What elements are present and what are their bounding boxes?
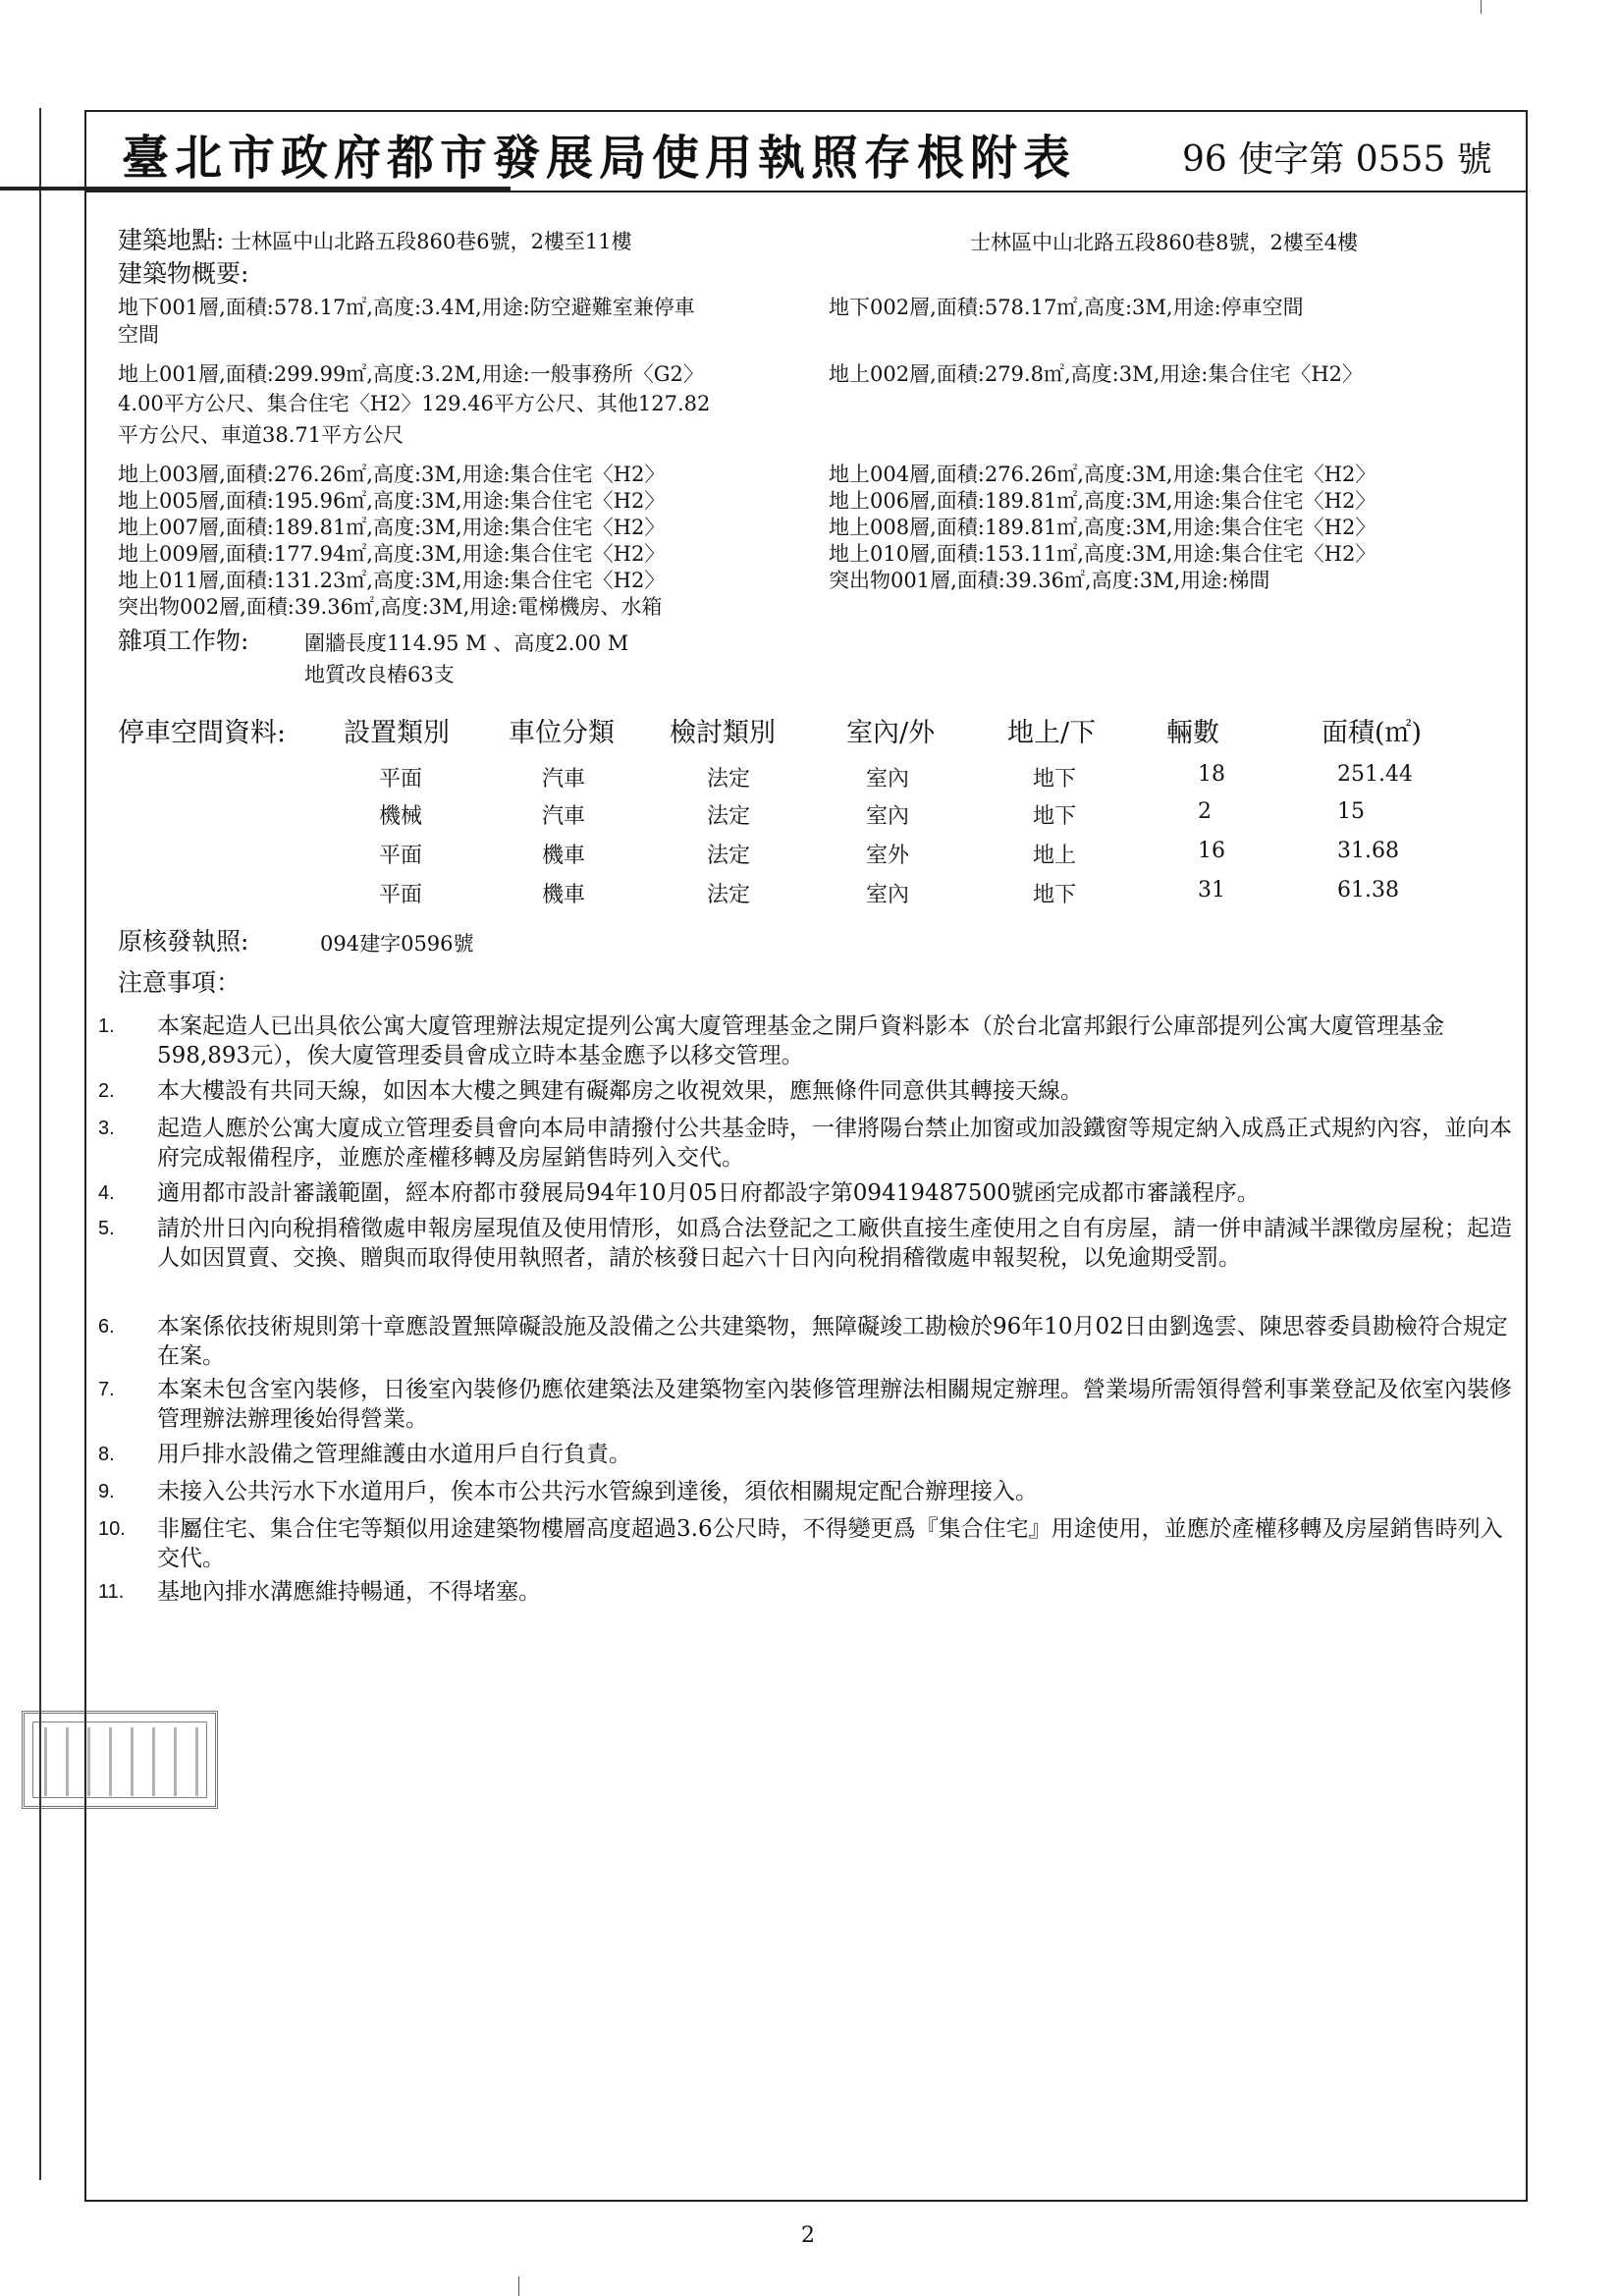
note-text: 基地內排水溝應維持暢通，不得堵塞。 [157,1579,541,1605]
address-label: 建築地點: [118,226,225,254]
parking-header-level: 地上/下 [1007,718,1097,748]
parking-cell: 室內 [866,804,910,829]
floor-right-3: 地上008層,面積:189.81㎡,高度:3M,用途:集合住宅〈H2〉 [829,516,1376,539]
official-seal-stamp [22,1711,218,1809]
overview-b1: 地下001層,面積:578.17㎡,高度:3.4M,用途:防空避難室兼停車 [118,296,695,319]
parking-cell: 法定 [707,844,751,868]
overview-f2: 地上002層,面積:279.8㎡,高度:3M,用途:集合住宅〈H2〉 [829,362,1363,386]
note-item [98,1312,1512,1371]
note-number: 4. [98,1182,115,1204]
floor-right-5: 突出物001層,面積:39.36㎡,高度:3M,用途:梯間 [829,569,1270,592]
original-permit-label: 原核發執照: [118,927,249,956]
address-secondary: 士林區中山北路五段860巷8號，2樓至4樓 [970,231,1359,254]
note-number: 3. [98,1118,115,1139]
parking-cell: 法定 [707,767,751,792]
parking-cell: 地上 [1033,844,1077,868]
note-number: 9. [98,1481,115,1503]
parking-cell: 室外 [866,844,910,868]
original-permit-value: 094建字0596號 [320,932,474,956]
parking-header-type: 設置類別 [344,718,450,748]
floor-left-4: 地上009層,面積:177.94㎡,高度:3M,用途:集合住宅〈H2〉 [118,542,666,566]
note-item [98,1011,1512,1070]
floor-left-2: 地上005層,面積:195.96㎡,高度:3M,用途:集合住宅〈H2〉 [118,489,666,513]
parking-cell: 室內 [866,883,910,907]
floor-left-6: 突出物002層,面積:39.36㎡,高度:3M,用途:電梯機房、水箱 [118,595,663,619]
note-text: 本案係依技術規則第十章應設置無障礙設施及設備之公共建築物，無障礙竣工勘檢於96年10月02日由劉逸雲、陳思蓉委員勘檢符合規定在案。 [157,1314,1508,1369]
notes-label: 注意事項： [118,968,242,997]
parking-cell: 法定 [707,804,751,829]
parking-cell: 地下 [1033,883,1077,907]
note-item [98,1577,1512,1607]
title-underline [0,187,511,191]
parking-cell: 汽車 [542,767,586,792]
parking-cell: 地下 [1033,804,1077,829]
parking-cell: 31.68 [1337,839,1399,863]
misc-label: 雜項工作物: [118,627,249,655]
note-item [98,1214,1512,1273]
note-number: 2. [98,1080,115,1102]
note-text: 本案未包含室內裝修，日後室內裝修仍應依建築法及建築物室內裝修管理辦法相關規定辦理。營業場所需領得營利事業登記及依室內裝修管理辦法辦理後始得營業。 [157,1377,1512,1432]
floor-right-2: 地上006層,面積:189.81㎡,高度:3M,用途:集合住宅〈H2〉 [829,489,1376,513]
note-text: 起造人應於公寓大廈成立管理委員會向本局申請撥付公共基金時，一律將陽台禁止加窗或加設鐵窗等規定納入成爲正式規約內容，並向本府完成報備程序，並應於產權移轉及房屋銷售時列入交代。 [157,1116,1512,1171]
note-number: 8. [98,1444,115,1465]
note-item [98,1514,1512,1573]
overview-f2-cont2: 平方公尺、車道38.71平方公尺 [118,423,404,447]
parking-cell: 地下 [1033,767,1077,792]
parking-cell: 15 [1337,799,1365,824]
parking-cell: 室內 [866,767,910,792]
overview-f2-cont1: 4.00平方公尺、集合住宅〈H2〉129.46平方公尺、其他127.82 [118,392,711,415]
note-text: 非屬住宅、集合住宅等類似用途建築物樓層高度超過3.6公尺時，不得變更爲『集合住宅』用途使用，並應於產權移轉及房屋銷售時列入交代。 [157,1516,1503,1571]
note-text: 請於卅日內向稅捐稽徵處申報房屋現值及使用情形，如爲合法登記之工廠供直接生產使用之自有房屋，請一併申請減半課徵房屋稅；起造人如因買賣、交換、贈與而取得使用執照者，請於核發日起六十日內向稅捐稽徵處申報契稅，以免逾期受罰。 [157,1216,1512,1271]
note-number: 6. [98,1316,115,1338]
note-number: 7. [98,1379,115,1400]
parking-cell: 2 [1198,799,1212,824]
note-item [98,1477,1512,1506]
parking-cell: 汽車 [542,804,586,829]
note-number: 11. [98,1581,125,1603]
note-text: 適用都市設計審議範圍，經本府都市發展局94年10月05日府都設字第09419487500號函完成都市審議程序。 [157,1180,1260,1206]
address-row [118,228,632,254]
parking-label: 停車空間資料: [118,718,287,748]
note-item [98,1178,1512,1208]
parking-cell: 251.44 [1337,762,1413,787]
parking-cell: 61.38 [1337,878,1399,902]
parking-cell: 機械 [379,804,423,829]
floor-right-4: 地上010層,面積:153.11㎡,高度:3M,用途:集合住宅〈H2〉 [829,542,1376,566]
parking-header-area: 面積(㎡) [1321,718,1423,748]
parking-cell: 16 [1198,839,1225,863]
parking-cell: 平面 [379,767,423,792]
note-text: 未接入公共污水下水道用戶，俟本市公共污水管線到達後，須依相關規定配合辦理接入。 [157,1479,1038,1504]
note-text: 用戶排水設備之管理維護由水道用戶自行負責。 [157,1442,631,1467]
parking-header-inout: 室內/外 [846,718,936,748]
note-item [98,1375,1512,1434]
note-number: 5. [98,1218,115,1239]
parking-cell: 機車 [542,844,586,868]
misc-line-1: 圍牆長度114.95 M 、高度2.00 M [304,631,629,655]
parking-cell: 平面 [379,883,423,907]
parking-cell: 法定 [707,883,751,907]
note-item [98,1440,1512,1469]
permit-number: 96 使字第 0555 號 [1182,139,1492,180]
scan-mark-bottom [518,2276,519,2296]
note-number: 10. [98,1518,126,1540]
parking-header-count: 輛數 [1166,718,1219,748]
document-header [86,112,1526,192]
floor-left-1: 地上003層,面積:276.26㎡,高度:3M,用途:集合住宅〈H2〉 [118,463,666,486]
floor-left-5: 地上011層,面積:131.23㎡,高度:3M,用途:集合住宅〈H2〉 [118,569,666,592]
misc-line-2: 地質改良樁63支 [304,663,455,686]
parking-cell: 31 [1198,878,1225,902]
address-primary: 士林區中山北路五段860巷6號，2樓至11樓 [231,230,632,253]
parking-cell: 平面 [379,844,423,868]
note-text: 本大樓設有共同天線，如因本大樓之興建有礙鄰房之收視效果，應無條件同意供其轉接天線。 [157,1078,1083,1104]
parking-cell: 機車 [542,883,586,907]
page-number: 2 [801,2223,815,2248]
margin-rule [39,108,41,2180]
page-title: 臺北市政府都市發展局使用執照存根附表 [122,131,1077,186]
overview-b1-cont: 空間 [118,323,159,347]
scan-mark-top [1481,0,1482,14]
note-number: 1. [98,1015,115,1037]
stamp-texture [44,1727,201,1796]
overview-f1: 地上001層,面積:299.99㎡,高度:3.2M,用途:一般事務所〈G2〉 [118,362,704,386]
parking-header-vehicle: 車位分類 [509,718,615,748]
note-text: 本案起造人已出具依公寓大廈管理辦法規定提列公寓大廈管理基金之開戶資料影本（於台北富邦銀行公庫部提列公寓大廈管理基金598,893元），俟大廈管理委員會成立時本基金應予以移交管理。 [157,1013,1444,1068]
note-item [98,1114,1512,1173]
floor-left-3: 地上007層,面積:189.81㎡,高度:3M,用途:集合住宅〈H2〉 [118,516,666,539]
parking-header-review: 檢討類別 [670,718,776,748]
floor-right-1: 地上004層,面積:276.26㎡,高度:3M,用途:集合住宅〈H2〉 [829,463,1376,486]
overview-label: 建築物概要: [118,259,249,288]
overview-b2: 地下002層,面積:578.17㎡,高度:3M,用途:停車空間 [829,296,1304,319]
parking-cell: 18 [1198,762,1225,787]
note-item [98,1076,1512,1106]
